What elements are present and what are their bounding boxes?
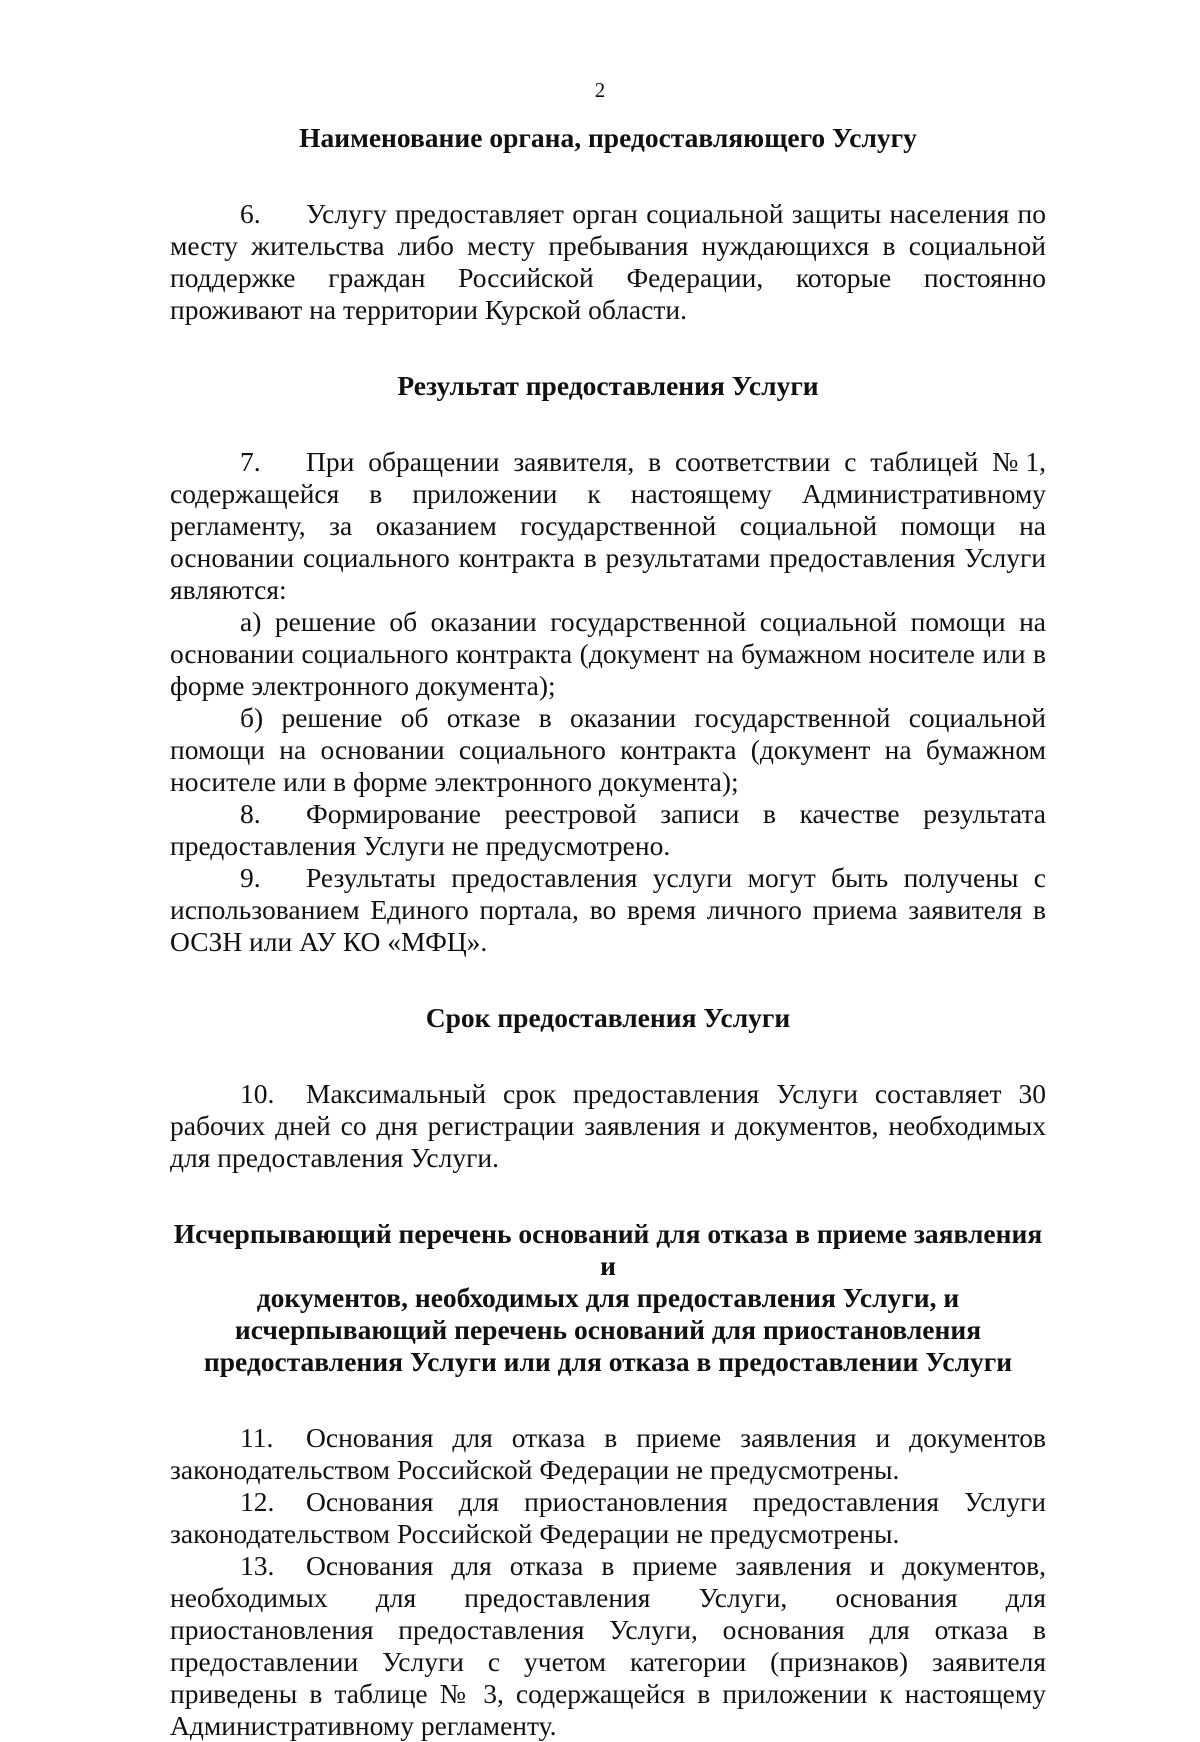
paragraph-text: Формирование реестровой записи в качестве результата предоставления Услуги не предусмотрено. [170, 798, 1046, 861]
paragraph-number: 13. [240, 1550, 275, 1581]
section-heading-result: Результат предоставления Услуги [397, 370, 819, 401]
paragraph-number: 11. [240, 1422, 274, 1453]
section-heading-authority: Наименование органа, предоставляющего Услугу [299, 122, 917, 153]
paragraph-6 [170, 198, 1046, 326]
paragraph-text: Результаты предоставления услуги могут быть получены с использованием Единого портала, во время личного приема заявителя в ОСЗН или АУ КО «МФЦ». [170, 862, 1046, 957]
paragraph-number: 12. [240, 1486, 275, 1517]
paragraph-7 [170, 446, 1046, 606]
paragraph-number: 10. [240, 1078, 275, 1109]
document-body [170, 122, 1046, 1742]
paragraph-number: 9. [240, 862, 261, 893]
paragraph-text: Основания для отказа в приеме заявления и документов, необходимых для предоставления Услуги, основания для приостановления предоставления Услуги, основания для отказа в предоставлении Услуги с учетом категории (признаков) заявителя приведены в таблице № 3, содержащейся в приложении к настоящему Административному регламенту. [170, 1550, 1046, 1741]
paragraph-text: Основания для приостановления предоставления Услуги законодательством Российской Федерации не предусмотрены. [170, 1486, 1046, 1549]
paragraph-text: При обращении заявителя, в соответствии с таблицей №1, содержащейся в приложении к настоящему Административному регламенту, за оказанием государственной социальной помощи на основании социального контракта в результатами предоставления Услуги являются: [170, 446, 1046, 605]
heading-line: документов, необходимых для предоставления Услуги, и [256, 1282, 960, 1313]
section-heading-term: Срок предоставления Услуги [425, 1002, 791, 1033]
heading-line: Исчерпывающий перечень оснований для отказа в приеме заявления и [173, 1218, 1043, 1281]
paragraph-7a [170, 606, 1046, 702]
paragraph-10 [170, 1078, 1046, 1174]
paragraph-11 [170, 1422, 1046, 1486]
paragraph-number: 7. [240, 446, 261, 477]
heading-line: исчерпывающий перечень оснований для приостановления [234, 1314, 982, 1345]
paragraph-8 [170, 798, 1046, 862]
paragraph-text: Максимальный срок предоставления Услуги составляет 30 рабочих дней со дня регистрации заявления и документов, необходимых для предоставления Услуги. [170, 1078, 1046, 1173]
paragraph-9 [170, 862, 1046, 958]
page-number: 2 [594, 78, 606, 102]
heading-line: предоставления Услуги или для отказа в предоставлении Услуги [203, 1346, 1013, 1377]
paragraph-13 [170, 1550, 1046, 1742]
paragraph-text: а) решение об оказании государственной социальной помощи на основании социального контракта (документ на бумажном носителе или в форме электронного документа); [170, 606, 1046, 701]
paragraph-12 [170, 1486, 1046, 1550]
section-heading-grounds [170, 1218, 1046, 1378]
paragraph-text: б) решение об отказе в оказании государственной социальной помощи на основании социального контракта (документ на бумажном носителе или в форме электронного документа); [170, 702, 1046, 797]
paragraph-7b [170, 702, 1046, 798]
paragraph-number: 6. [240, 198, 261, 229]
paragraph-text: Основания для отказа в приеме заявления и документов законодательством Российской Федерации не предусмотрены. [170, 1422, 1046, 1485]
paragraph-text: Услугу предоставляет орган социальной защиты населения по месту жительства либо месту пребывания нуждающихся в социальной поддержке граждан Российской Федерации, которые постоянно проживают на территории Курской области. [170, 198, 1046, 325]
paragraph-number: 8. [240, 798, 261, 829]
